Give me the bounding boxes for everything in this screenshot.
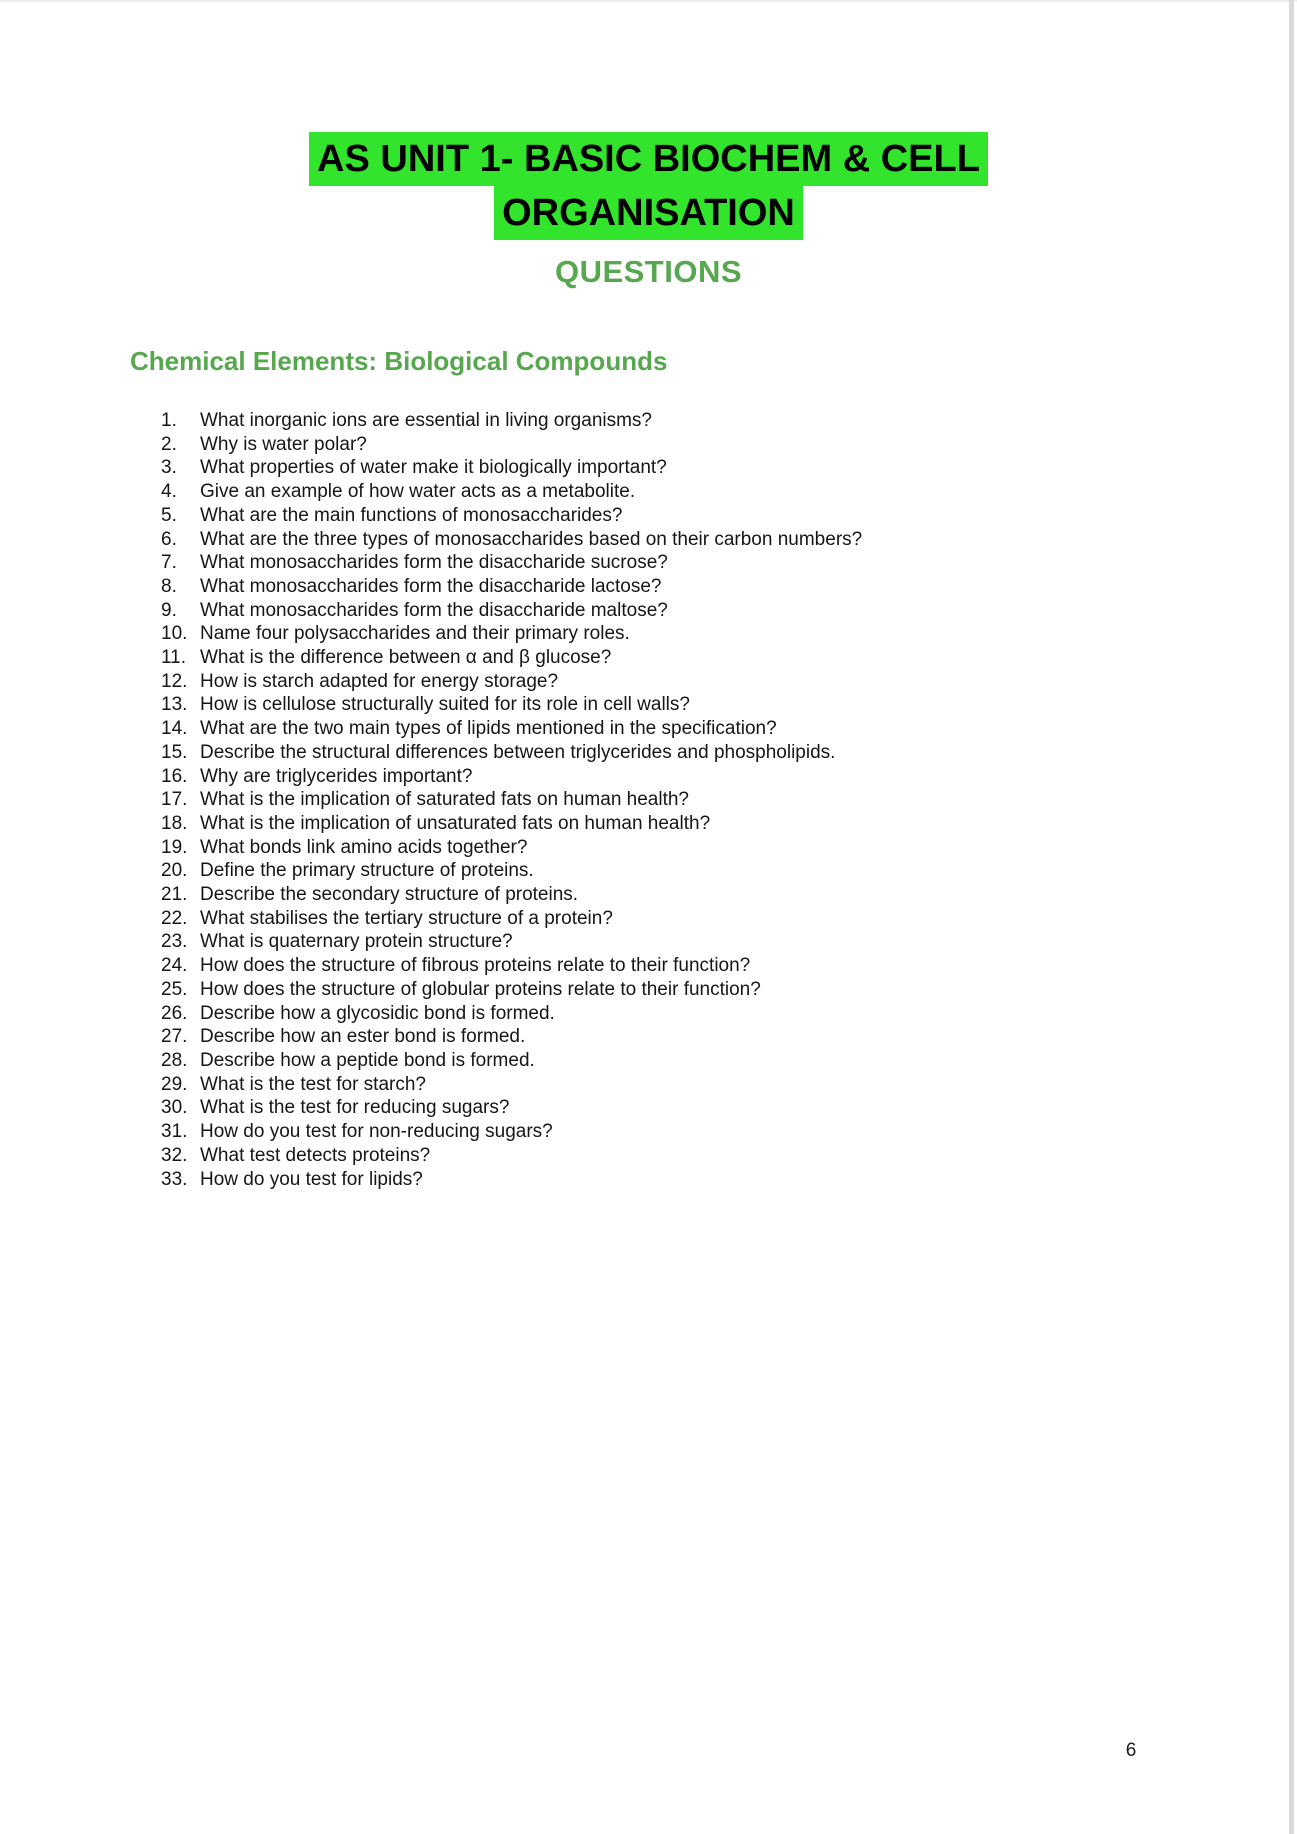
question-item: How does the structure of fibrous proteins relate to their function? xyxy=(200,955,751,977)
questions-list xyxy=(0,409,1297,1191)
question-item: How is cellulose structurally suited for its role in cell walls? xyxy=(200,694,690,716)
page-top-edge xyxy=(0,0,1297,2)
page-number: 6 xyxy=(1125,1740,1137,1761)
page-right-edge xyxy=(1289,0,1294,1834)
question-item: Why is water polar? xyxy=(200,433,367,455)
question-item: What properties of water make it biologically important? xyxy=(200,457,667,479)
title-line-2: ORGANISATION xyxy=(494,186,803,240)
question-item: What is the test for reducing sugars? xyxy=(200,1097,510,1119)
question-item: What is the implication of unsaturated fats on human health? xyxy=(200,812,711,834)
question-item: Why are triglycerides important? xyxy=(200,765,473,787)
question-item: Describe the secondary structure of proteins. xyxy=(200,884,579,906)
question-item: What are the three types of monosaccharides based on their carbon numbers? xyxy=(200,528,863,550)
question-item: What are the two main types of lipids mentioned in the specification? xyxy=(200,718,777,740)
section-heading: Chemical Elements: Biological Compounds xyxy=(130,346,668,376)
question-item: How does the structure of globular proteins relate to their function? xyxy=(200,978,761,1000)
question-item: Name four polysaccharides and their primary roles. xyxy=(200,623,630,645)
question-item: What inorganic ions are essential in living organisms? xyxy=(200,410,653,431)
question-item: What is the difference between α and β glucose? xyxy=(200,647,612,669)
question-item: How do you test for non-reducing sugars? xyxy=(200,1121,553,1143)
question-item: What monosaccharides form the disaccharide maltose? xyxy=(200,599,668,621)
question-item: What is quaternary protein structure? xyxy=(200,931,513,953)
question-item: What are the main functions of monosaccharides? xyxy=(200,504,623,526)
question-item: Describe how an ester bond is formed. xyxy=(200,1026,526,1048)
question-item: How is starch adapted for energy storage? xyxy=(200,670,559,692)
question-item: What monosaccharides form the disaccharide sucrose? xyxy=(200,552,668,574)
question-item: Give an example of how water acts as a metabolite. xyxy=(200,481,636,503)
question-item: What test detects proteins? xyxy=(200,1144,431,1166)
question-item: How do you test for lipids? xyxy=(200,1168,423,1190)
document-title xyxy=(0,132,1297,240)
question-item: Define the primary structure of proteins. xyxy=(200,860,534,882)
question-item: What is the implication of saturated fats on human health? xyxy=(200,789,689,811)
question-item: Describe the structural differences between triglycerides and phospholipids. xyxy=(200,741,836,763)
question-item: What is the test for starch? xyxy=(200,1073,426,1095)
subtitle-questions: QUESTIONS xyxy=(554,254,743,289)
question-item: Describe how a peptide bond is formed. xyxy=(200,1049,535,1071)
question-item: Describe how a glycosidic bond is formed. xyxy=(200,1002,555,1024)
title-line-1: AS UNIT 1- BASIC BIOCHEM & CELL xyxy=(309,132,988,186)
question-item: What stabilises the tertiary structure of a protein? xyxy=(200,907,613,929)
question-item: What monosaccharides form the disaccharide lactose? xyxy=(200,575,662,597)
question-item: What bonds link amino acids together? xyxy=(200,836,528,858)
